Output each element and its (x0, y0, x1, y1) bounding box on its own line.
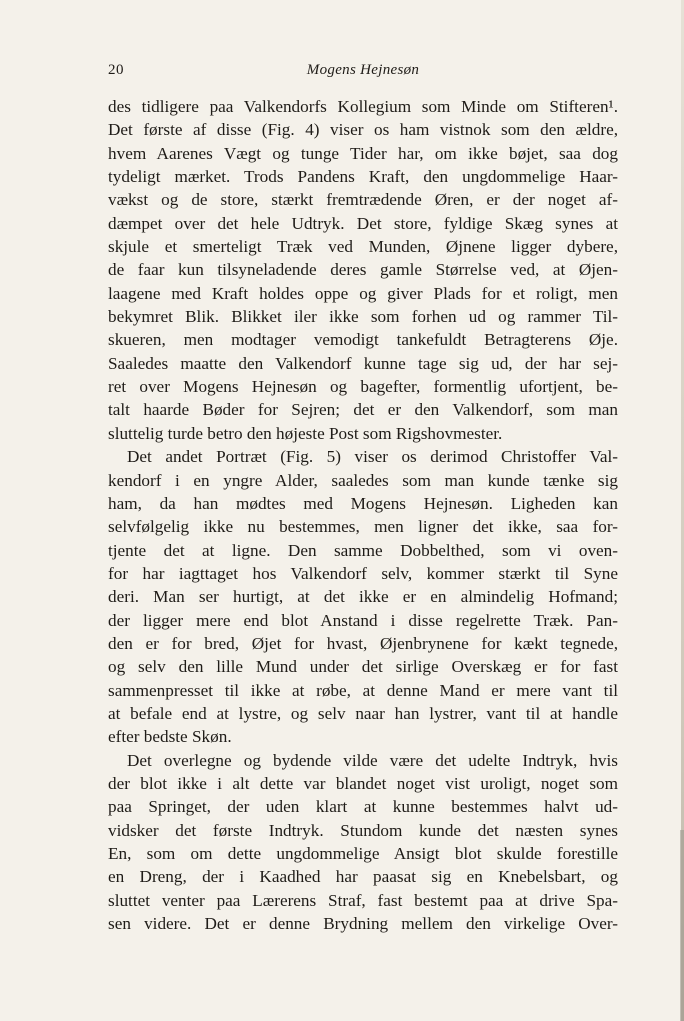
text-line: deri. Man ser hurtigt, at det ikke er en almindelig Hofmand; (108, 587, 618, 607)
text-line: des tidligere paa Valkendorfs Kollegium som Minde om Stifteren¹. (108, 97, 618, 116)
text-line: sluttet venter paa Lærerens Straf, fast bestemt paa at drive Spa- (108, 890, 618, 910)
text-line: Det andet Portræt (Fig. 5) viser os derimod Christoffer Val- (127, 447, 618, 467)
text-line: vækst og de store, stærkt fremtrædende Øren, er der noget af- (108, 190, 618, 210)
text-line: kendorf i en yngre Alder, saaledes som man kunde tænke sig (108, 470, 618, 490)
text-line: dæmpet over det hele Udtryk. Det store, fyldige Skæg synes at (108, 213, 618, 233)
text-line: efter bedste Skøn. (108, 727, 232, 747)
text-line: Saaledes maatte den Valkendorf kunne tage sig ud, der har sej- (108, 353, 618, 373)
text-line: at befale end at lystre, og selv naar han lystrer, vant til at handle (108, 703, 618, 723)
text-line: Det første af disse (Fig. 4) viser os ham vistnok som den ældre, (108, 120, 618, 140)
text-line: den er for bred, Øjet for hvast, Øjenbrynene for kækt tegnede, (108, 633, 618, 653)
text-line: vidsker det første Indtryk. Stundom kunde det næsten synes (108, 820, 618, 840)
text-line: sluttelig turde betro den højeste Post som Rigshovmester. (108, 423, 503, 443)
body-text (108, 95, 618, 935)
text-line: der ligger mere end blot Anstand i disse regelrette Træk. Pan- (108, 610, 618, 630)
text-line: skueren, men modtager vemodigt tankefuldt Betragterens Øje. (108, 330, 618, 350)
page-edge-shadow (680, 830, 684, 1021)
text-line: selvfølgelig ikke nu bestemmes, men ligner det ikke, saa for- (108, 517, 618, 537)
text-line: de faar kun tilsyneladende deres gamle Størrelse ved, at Øjen- (108, 260, 618, 280)
running-title: Mogens Hejnesøn (306, 62, 420, 78)
text-line: paa Springet, der uden klart at kunne bestemmes halvt ud- (108, 797, 618, 817)
text-line: laagene med Kraft holdes oppe og giver Plads for et roligt, men (108, 283, 618, 303)
text-line: en Dreng, der i Kaadhed har paasat sig en Knebelsbart, og (108, 867, 618, 887)
text-line: tydeligt mærket. Trods Pandens Kraft, den ungdommelige Haar- (108, 167, 618, 187)
text-line: ham, da han mødtes med Mogens Hejnesøn. Ligheden kan (108, 493, 618, 513)
text-line: bekymret Blik. Blikket iler ikke som forhen ud og rammer Til- (108, 307, 618, 327)
text-line: hvem Aarenes Vægt og tunge Tider har, om ikke bøjet, saa dog (108, 143, 618, 163)
text-line: sen videre. Det er denne Brydning mellem den virkelige Over- (108, 914, 618, 934)
text-line: sammenpresset til ikke at røbe, at denne Mand er mere vant til (108, 680, 618, 700)
text-line: der blot ikke i alt dette var blandet noget vist uroligt, noget som (108, 773, 618, 793)
text-line: og selv den lille Mund under det sirlige Overskæg er for fast (108, 657, 618, 677)
text-line: ret over Mogens Hejnesøn og bagefter, formentlig ufortjent, be- (108, 377, 618, 397)
text-line: Det overlegne og bydende vilde være det udelte Indtryk, hvis (127, 750, 618, 770)
page-number: 20 (108, 62, 124, 78)
text-line: skjule et smerteligt Træk ved Munden, Øjnene ligger dybere, (108, 237, 618, 257)
text-line: talt haarde Bøder for Sejren; det er den Valkendorf, som man (108, 400, 618, 420)
text-line: for har iagttaget hos Valkendorf selv, kommer stærkt til Syne (108, 563, 618, 583)
text-line: En, som om dette ungdommelige Ansigt blot skulde forestille (108, 844, 618, 863)
text-line: tjente det at ligne. Den samme Dobbelthed, som vi oven- (108, 540, 618, 560)
running-head (108, 62, 618, 82)
